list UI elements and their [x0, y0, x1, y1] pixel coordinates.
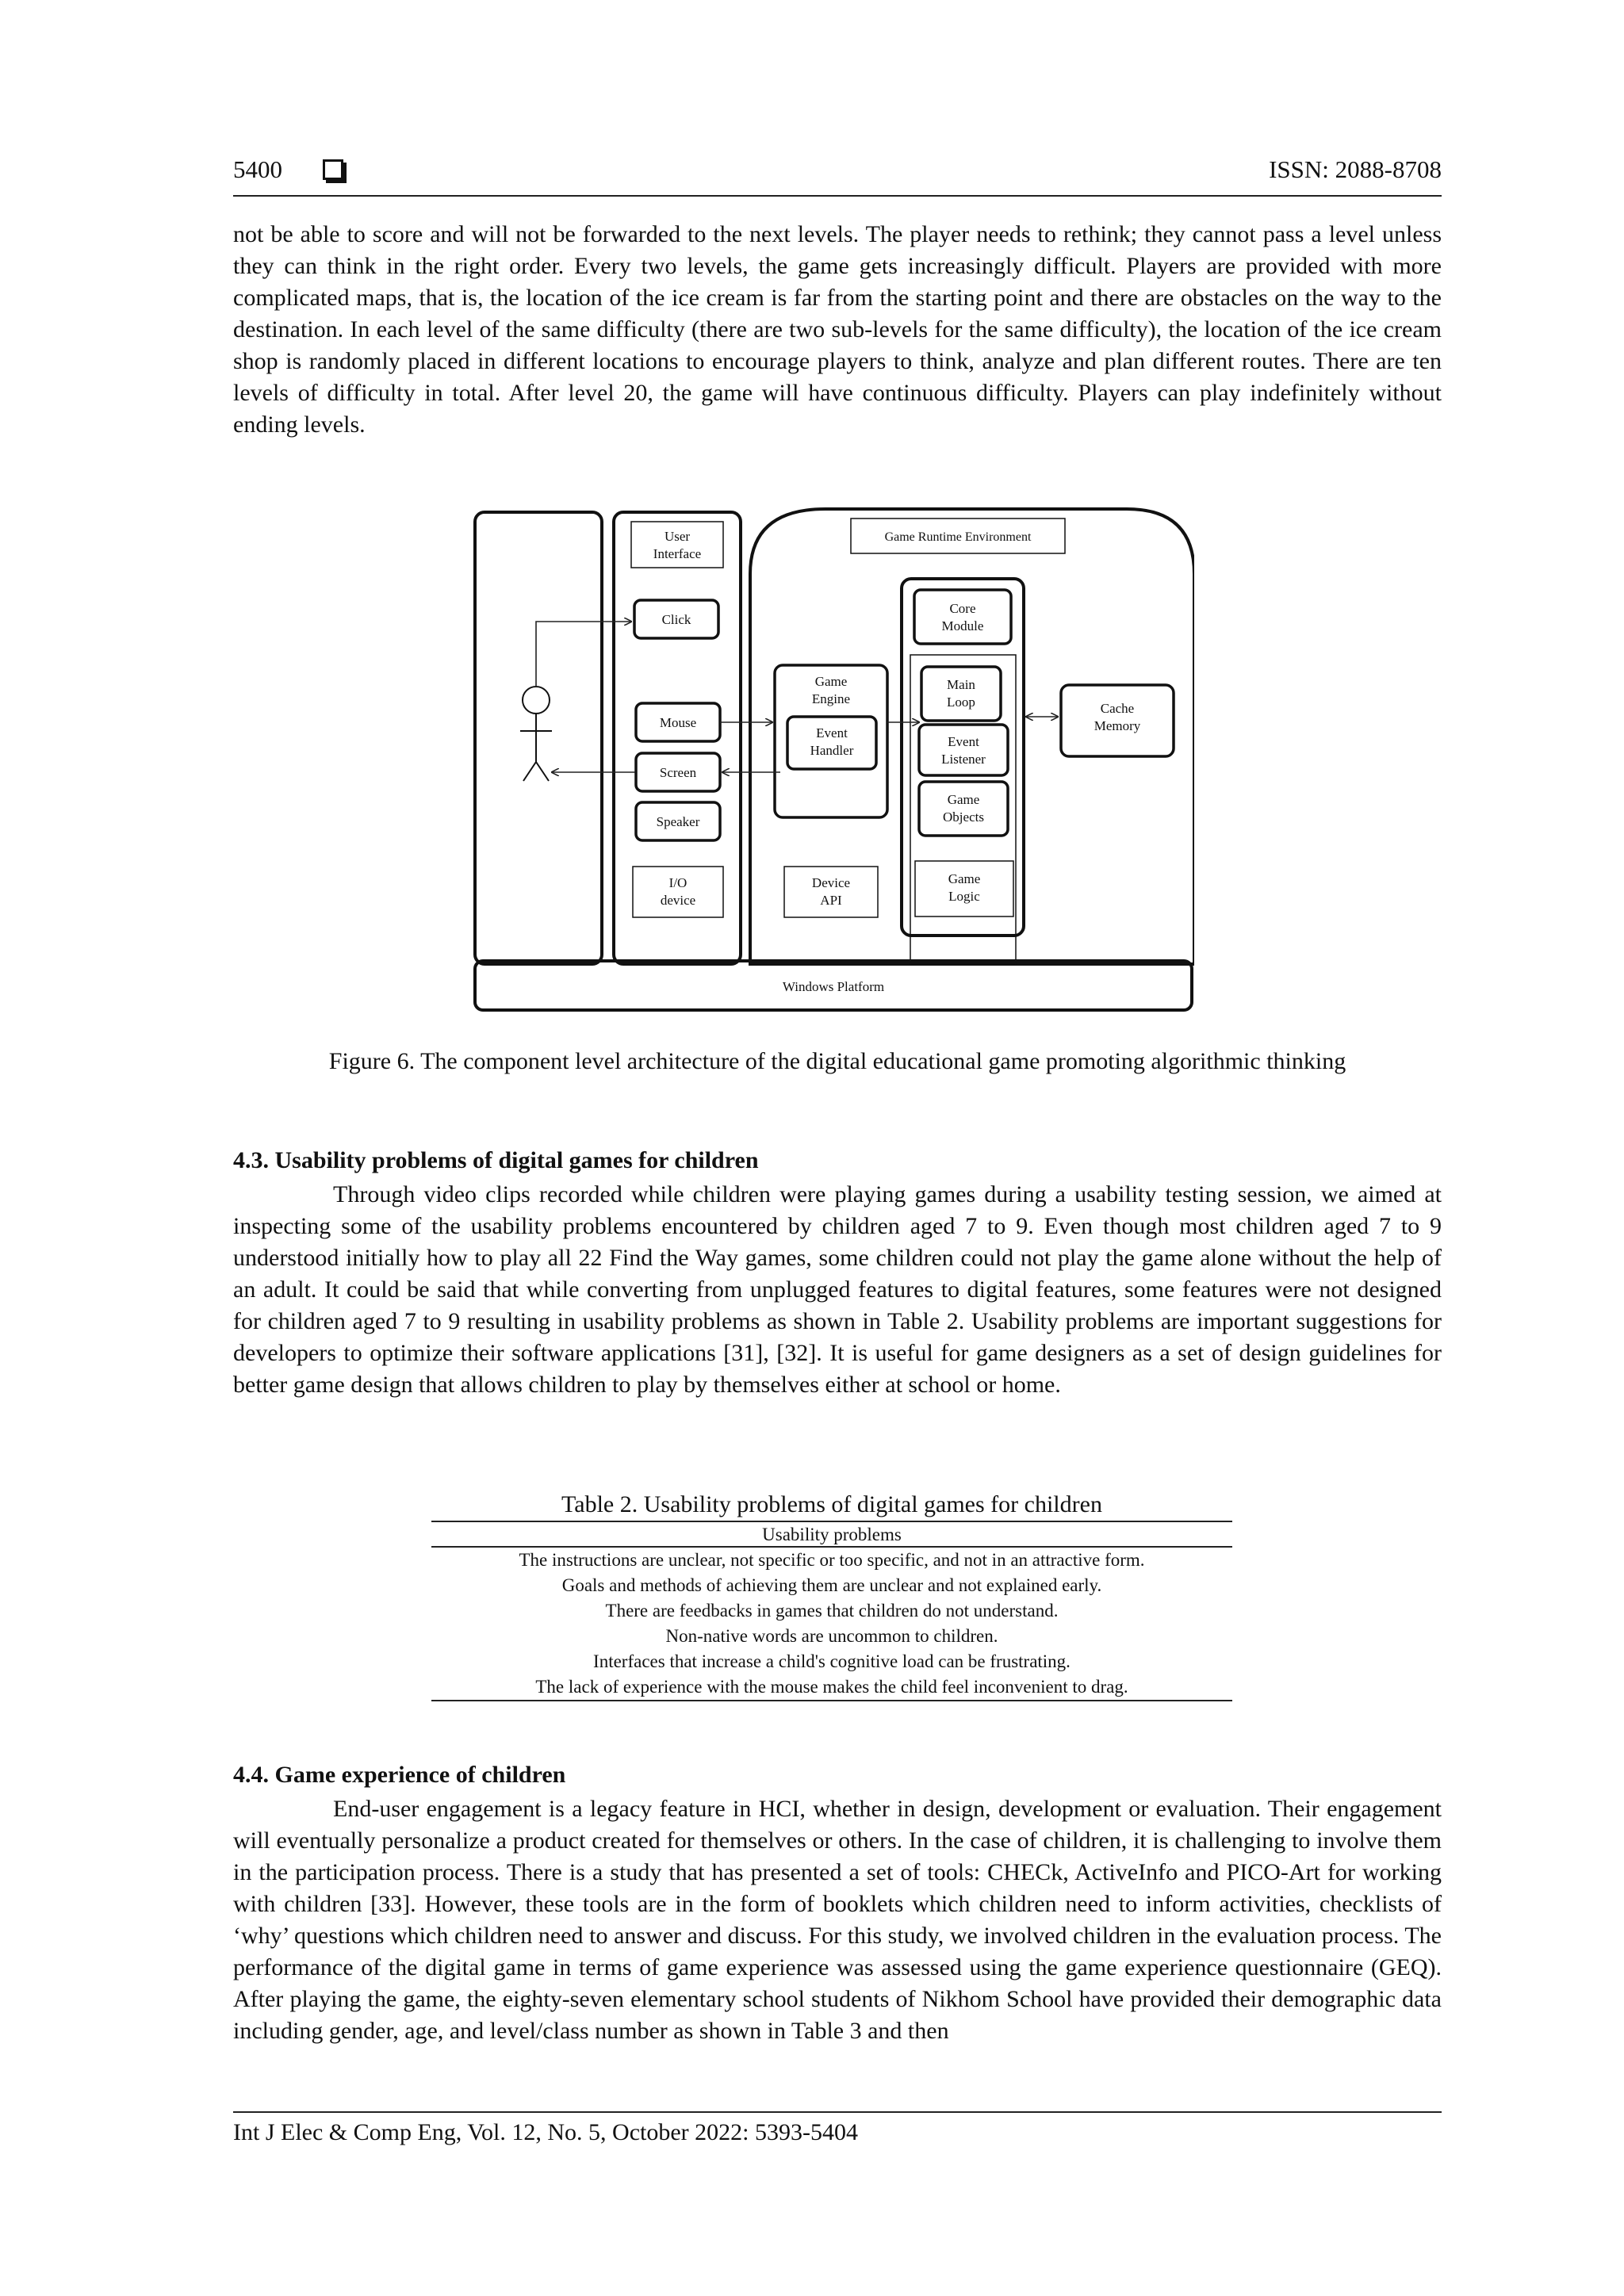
mouse-label: Mouse	[659, 715, 697, 730]
table-2-caption: Table 2. Usability problems of digital games for children	[561, 1491, 1102, 1517]
table-row: Non-native words are uncommon to children.	[665, 1626, 998, 1646]
cache-memory-label-2: Memory	[1094, 718, 1141, 733]
square-bullet-icon	[323, 159, 343, 180]
game-engine-label-2: Engine	[811, 691, 851, 706]
screen-label: Screen	[659, 765, 697, 780]
io-device-label-2: device	[660, 893, 696, 908]
cache-memory-label-1: Cache	[1100, 701, 1135, 716]
figure-caption: Figure 6. The component level architecture of the digital educational game promoting algorithmic thinking	[328, 1048, 1346, 1074]
game-engine-label-1: Game	[814, 674, 848, 689]
page-number: 5400	[233, 155, 282, 183]
speaker-label: Speaker	[656, 814, 700, 829]
game-logic-label-2: Logic	[948, 889, 980, 904]
table-row: The instructions are unclear, not specific or too specific, and not in an attractive form.	[519, 1550, 1145, 1570]
table-row: The lack of experience with the mouse makes the child feel inconvenient to drag.	[535, 1677, 1128, 1697]
device-api-label-2: API	[820, 893, 842, 908]
user-interface-label-1: User	[664, 529, 691, 544]
game-logic-label-1: Game	[948, 871, 981, 886]
section-4-4-body: End-user engagement is a legacy feature in HCI, whether in design, development or evaluation. Their engagement will eventually personalize a product created for themselves or others. In the case of children, it is challenging to involve them in the participation process. There is a study that has presented a set of tools: CHECk, ActiveInfo and PICO-Art for working with children [33]. However, these tools are in the form of booklets which children need to inform activities, checklists of ‘why’ questions which children need to answer and discuss. For this study, we involved children in the evaluation process. The performance of the digital game in terms of game experience was assessed using the game experience questionnaire (GEQ). After playing the game, the eighty-seven elementary school students of Nikhom School have provided their demographic data including gender, age, and level/class number as shown in Table 3 and then	[233, 1796, 1442, 2044]
click-label: Click	[661, 612, 691, 627]
intro-paragraph: not be able to score and will not be forwarded to the next levels. The player needs to rethink; they cannot pass a level unless they can think in the right order. Every two levels, the game gets increasingly difficult. Players are provided with more complicated maps, that is, the location of the ice cream is far from the starting point and there are obstacles on the way to the destination. In each level of the same difficulty (there are two sub-levels for the same difficulty), the location of the ice cream shop is randomly placed in different locations to encourage players to think, analyze and plan different routes. There are ten levels of difficulty in total. After level 20, the game will have continuous difficulty. Players can play indefinitely without ending levels.	[233, 221, 1442, 438]
event-listener-label-1: Event	[948, 734, 979, 749]
table-2-header: Usability problems	[431, 1522, 1232, 1548]
section-4-3-heading: 4.3. Usability problems of digital games for children	[233, 1147, 759, 1173]
runtime-env-title: Game Runtime Environment	[884, 530, 1032, 544]
main-loop-label-1: Main	[947, 677, 975, 692]
game-objects-label-1: Game	[947, 792, 980, 807]
io-device-box	[633, 867, 723, 917]
section-4-3-body: Through video clips recorded while children were playing games during a usability testing session, we aimed at inspecting some of the usability problems encountered by children aged 7 to 9. Even though most children aged 7 to 9 understood initially how to play all 22 Find the Way games, some children could not play the game alone without the help of an adult. It could be said that while converting from unplugged features to digital features, some features were not designed for children aged 7 to 9 resulting in usability problems as shown in Table 2. Usability problems are important suggestions for developers to optimize their software applications [31], [32]. It is useful for game designers as a set of design guidelines for better game design that allows children to play by themselves either at school or home.	[233, 1181, 1442, 1398]
main-loop-label-2: Loop	[947, 695, 975, 710]
game-objects-box	[919, 782, 1008, 836]
event-listener-label-2: Listener	[941, 752, 986, 767]
user-actor-icon	[520, 687, 552, 781]
table-row: Goals and methods of achieving them are unclear and not explained early.	[561, 1575, 1102, 1595]
device-api-box	[784, 867, 878, 917]
event-listener-box	[919, 725, 1008, 775]
table-row: Interfaces that increase a child's cognitive load can be frustrating.	[593, 1651, 1071, 1671]
core-module-box	[914, 590, 1011, 644]
main-loop-box	[921, 667, 1001, 721]
issn: ISSN: 2088-8708	[1269, 155, 1442, 183]
io-device-label-1: I/O	[668, 875, 688, 890]
user-column	[475, 512, 602, 964]
architecture-diagram	[473, 504, 1194, 1012]
core-module-label-2: Module	[941, 618, 984, 633]
windows-platform-label: Windows Platform	[782, 979, 885, 994]
event-handler-label-2: Handler	[810, 743, 854, 758]
page-footer: Int J Elec & Comp Eng, Vol. 12, No. 5, October 2022: 5393-5404	[233, 2111, 1442, 2146]
core-module-label-1: Core	[949, 601, 976, 616]
event-handler-label-1: Event	[816, 725, 848, 740]
game-objects-label-2: Objects	[943, 809, 984, 825]
section-4-4-heading: 4.4. Game experience of children	[233, 1762, 566, 1788]
table-2	[431, 1521, 1232, 1701]
table-row: There are feedbacks in games that children do not understand.	[605, 1601, 1059, 1621]
page-header	[233, 155, 1442, 197]
user-interface-label-2: Interface	[653, 546, 702, 561]
device-api-label-1: Device	[811, 875, 851, 890]
